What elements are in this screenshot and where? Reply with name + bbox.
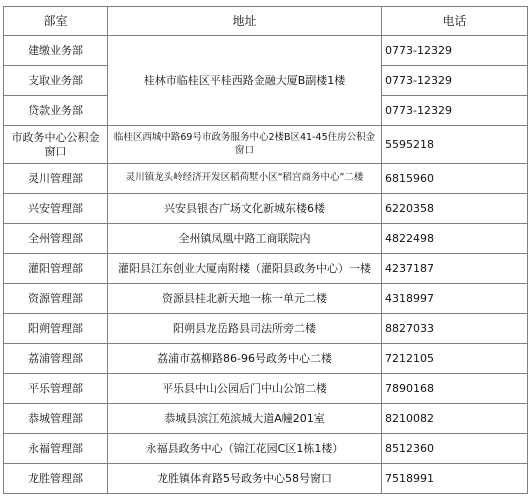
address-cell: 灌阳县江东创业大厦南附楼（灌阳县政务中心）一楼 (108, 254, 382, 284)
phone-cell: 4237187 (382, 254, 528, 284)
dept-cell: 全州管理部 (4, 224, 108, 254)
table-row (4, 194, 528, 224)
phone-cell: 6815960 (382, 164, 528, 194)
table-row (4, 314, 528, 344)
dept-cell: 平乐管理部 (4, 374, 108, 404)
table-row (4, 284, 528, 314)
phone-cell: 6220358 (382, 194, 528, 224)
dept-cell: 荔浦管理部 (4, 344, 108, 374)
phone-cell: 4318997 (382, 284, 528, 314)
dept-cell: 贷款业务部 (4, 96, 108, 126)
table-row (4, 434, 528, 464)
phone-cell: 0773-12329 (382, 66, 528, 96)
phone-cell: 4822498 (382, 224, 528, 254)
phone-cell: 5595218 (382, 126, 528, 164)
dept-cell: 恭城管理部 (4, 404, 108, 434)
table-row (4, 254, 528, 284)
phone-cell: 7212105 (382, 344, 528, 374)
table-row (4, 464, 528, 494)
header-dept: 部室 (4, 7, 108, 36)
dept-cell: 市政务中心公积金窗口 (4, 126, 108, 164)
table-row (4, 164, 528, 194)
table-row (4, 344, 528, 374)
contact-table (3, 6, 528, 494)
address-cell: 兴安县银杏广场文化新城东楼6楼 (108, 194, 382, 224)
table-row (4, 374, 528, 404)
header-address: 地址 (108, 7, 382, 36)
table-header-row (4, 7, 528, 36)
dept-cell: 建缴业务部 (4, 36, 108, 66)
address-cell: 荔浦市荔柳路86-96号政务中心二楼 (108, 344, 382, 374)
phone-cell: 8210082 (382, 404, 528, 434)
dept-cell: 阳朔管理部 (4, 314, 108, 344)
address-cell: 永福县政务中心（锦江花园C区1栋1楼） (108, 434, 382, 464)
dept-cell: 资源管理部 (4, 284, 108, 314)
address-cell: 恭城县滨江苑滨城大道A幢201室 (108, 404, 382, 434)
dept-cell: 支取业务部 (4, 66, 108, 96)
address-cell: 灵川镇龙头岭经济开发区稻荷墅小区“稻宫商务中心”二楼 (108, 164, 382, 194)
address-cell: 资源县桂北新天地一栋一单元二楼 (108, 284, 382, 314)
address-cell: 阳朔县龙岳路县司法所旁二楼 (108, 314, 382, 344)
address-cell: 全州镇凤凰中路工商联院内 (108, 224, 382, 254)
phone-cell: 8827033 (382, 314, 528, 344)
phone-cell: 7890168 (382, 374, 528, 404)
dept-cell: 永福管理部 (4, 434, 108, 464)
phone-cell: 0773-12329 (382, 36, 528, 66)
address-cell: 平乐县中山公园后门中山公馆二楼 (108, 374, 382, 404)
header-phone: 电话 (382, 7, 528, 36)
phone-cell: 8512360 (382, 434, 528, 464)
address-cell: 桂林市临桂区平桂西路金融大厦B副楼1楼 (108, 36, 382, 126)
phone-cell: 7518991 (382, 464, 528, 494)
phone-cell: 0773-12329 (382, 96, 528, 126)
table-row (4, 126, 528, 164)
table-row (4, 404, 528, 434)
dept-cell: 灌阳管理部 (4, 254, 108, 284)
table-row (4, 224, 528, 254)
dept-cell: 灵川管理部 (4, 164, 108, 194)
dept-cell: 兴安管理部 (4, 194, 108, 224)
address-cell: 龙胜镇体育路5号政务中心58号窗口 (108, 464, 382, 494)
address-cell: 临桂区西城中路69号市政务服务中心2楼B区41-45住房公积金窗口 (108, 126, 382, 164)
table-row (4, 36, 528, 66)
dept-cell: 龙胜管理部 (4, 464, 108, 494)
